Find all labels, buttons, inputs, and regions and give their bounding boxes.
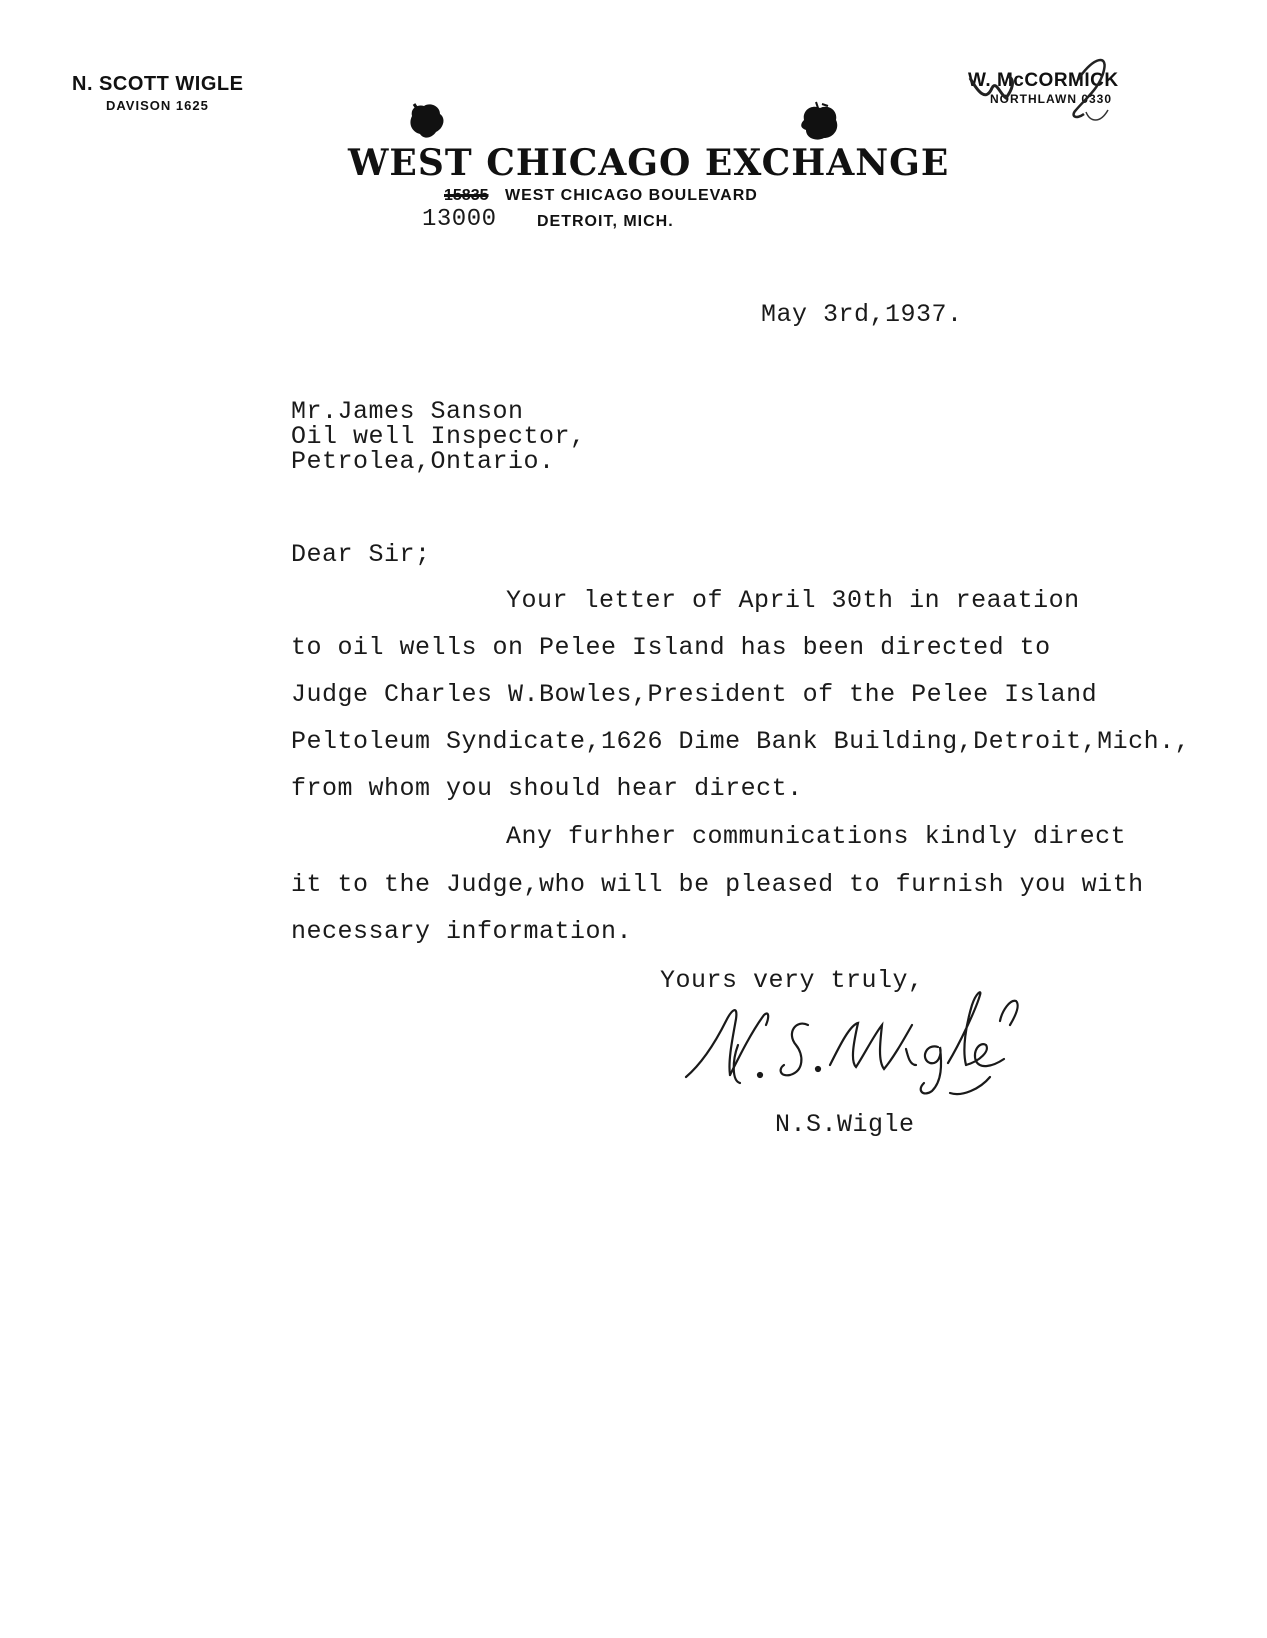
body-line-6: Any furhher communications kindly direct — [506, 822, 1127, 851]
body-line-5: from whom you should hear direct. — [291, 774, 803, 803]
body-line-2: to oil wells on Pelee Island has been directed to — [291, 633, 1051, 662]
recipient-location: Petrolea,Ontario. — [291, 447, 555, 476]
salutation: Dear Sir; — [291, 540, 431, 569]
body-line-4: Peltoleum Syndicate,1626 Dime Bank Building,Detroit,Mich., — [291, 727, 1191, 756]
ink-blot-right — [794, 100, 844, 144]
typed-signature-name: N.S.Wigle — [775, 1110, 915, 1139]
signature — [680, 985, 1060, 1105]
letterhead-right-phone: NORTHLAWN 0330 — [990, 92, 1113, 106]
street-number-struck: 15835 — [444, 187, 489, 204]
body-line-1: Your letter of April 30th in reaation — [506, 586, 1080, 615]
city: DETROIT, MICH. — [537, 213, 674, 230]
closing: Yours very truly, — [660, 966, 924, 995]
new-street-number: 13000 — [422, 206, 497, 233]
body-line-7: it to the Judge,who will be pleased to furnish you with — [291, 870, 1144, 899]
company-name: WEST CHICAGO EXCHANGE — [348, 142, 950, 184]
letterhead-left-phone: DAVISON 1625 — [106, 98, 209, 113]
recipient-title: Oil well Inspector, — [291, 422, 586, 451]
letterhead-right-name: W. McCORMICK — [968, 70, 1119, 91]
letter-date: May 3rd,1937. — [761, 300, 963, 329]
recipient-name: Mr.James Sanson — [291, 397, 524, 426]
handwritten-mark — [958, 50, 1148, 130]
street-address: WEST CHICAGO BOULEVARD — [505, 187, 758, 204]
body-line-8: necessary information. — [291, 917, 633, 946]
ink-blot-left — [404, 100, 450, 142]
letterhead-left-name: N. SCOTT WIGLE — [72, 73, 244, 95]
body-line-3: Judge Charles W.Bowles,President of the Pelee Island — [291, 680, 1098, 709]
